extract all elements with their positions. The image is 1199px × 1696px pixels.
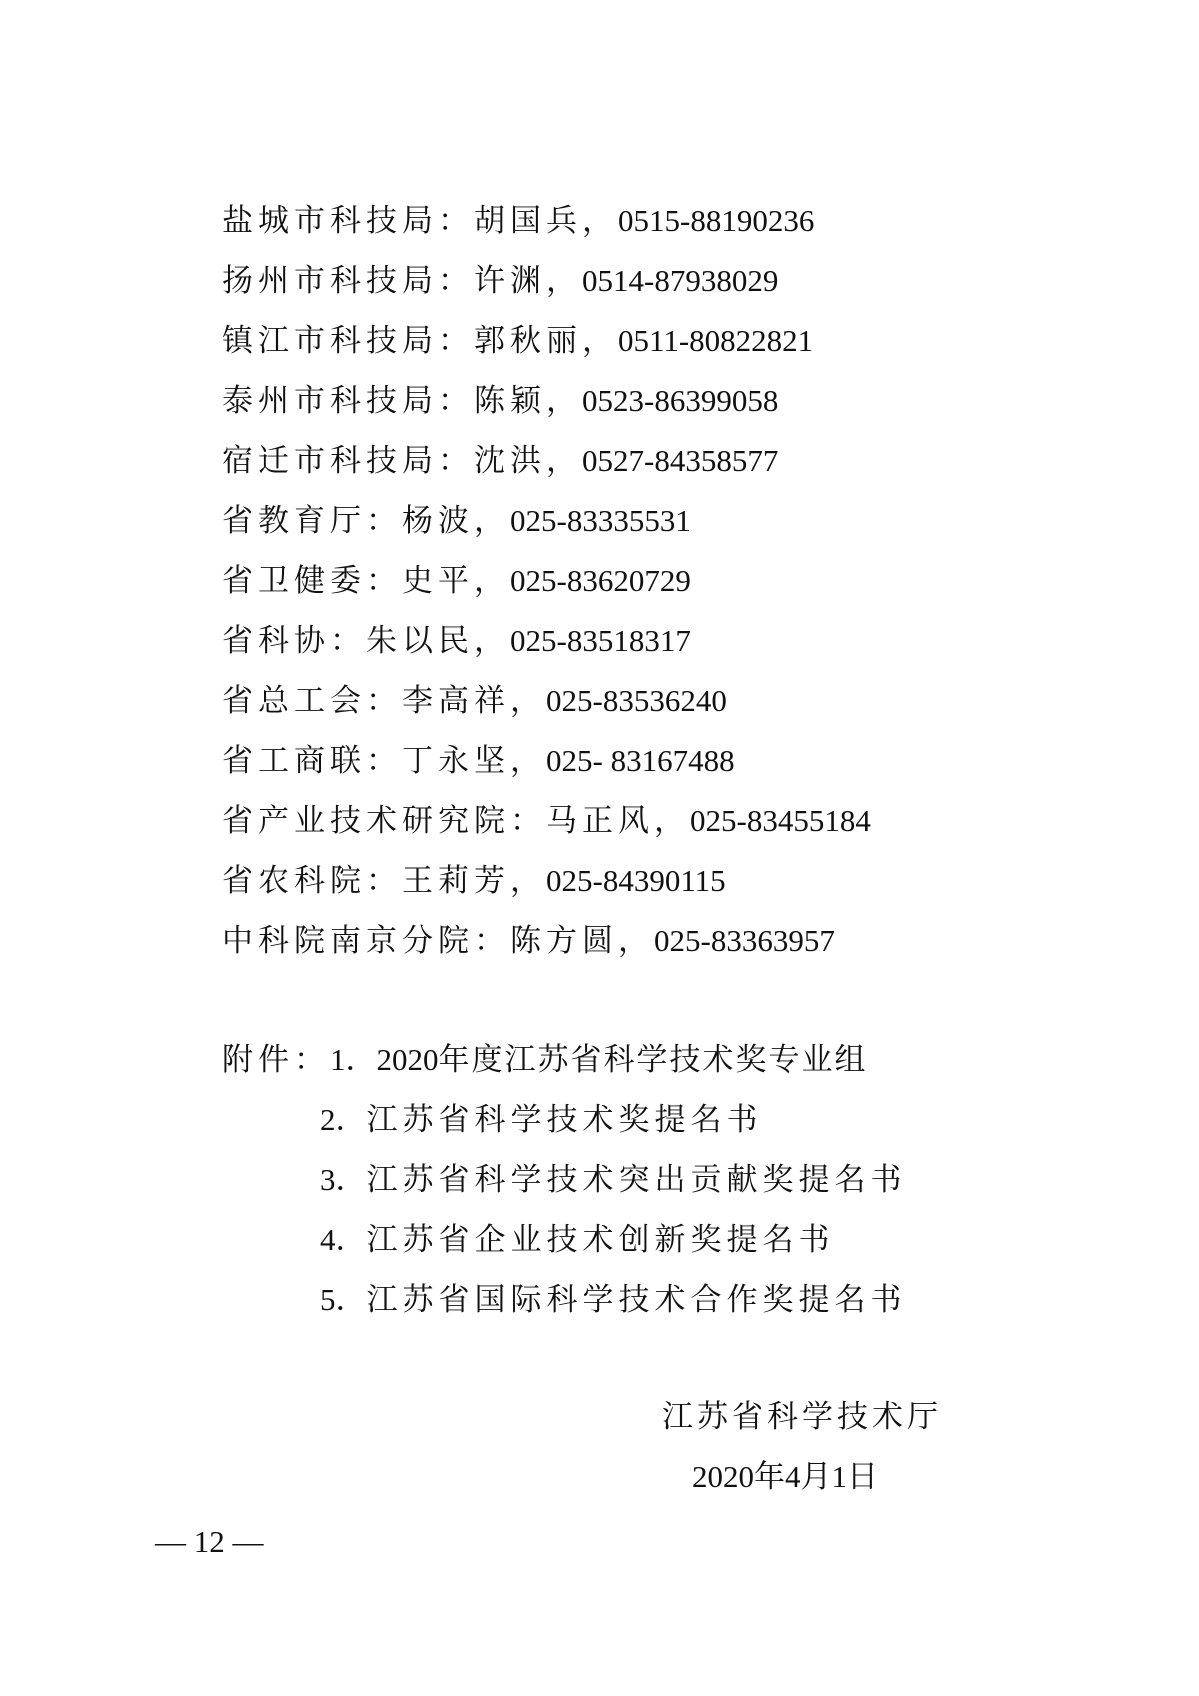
contact-line [222, 381, 778, 421]
contact-name: 史平， [402, 563, 510, 598]
contact-name: 胡国兵， [474, 203, 618, 238]
page-number: — 12 — [155, 1524, 264, 1559]
contact-name: 朱以民， [366, 623, 510, 658]
contact-org: 镇江市科技局： [222, 323, 474, 358]
contact-phone: 0515-88190236 [618, 203, 815, 238]
attachment-item [222, 1040, 868, 1080]
contact-line [222, 801, 871, 841]
contact-line [222, 921, 835, 961]
attachment-number: 1． [330, 1042, 377, 1077]
attachment-item [320, 1160, 907, 1200]
attachment-number: 5． [320, 1282, 367, 1317]
attachment-title: 江苏省企业技术创新奖提名书 [366, 1222, 835, 1257]
attachment-title: 江苏省国际科学技术合作奖提名书 [366, 1282, 907, 1317]
contact-org: 扬州市科技局： [222, 263, 474, 298]
contact-org: 泰州市科技局： [222, 383, 474, 418]
attachment-year: 2020 [376, 1042, 439, 1077]
attachment-item [320, 1220, 835, 1260]
contact-phone: 025-83335531 [510, 503, 691, 538]
contact-name: 许渊， [474, 263, 582, 298]
contact-org: 中科院南京分院： [222, 923, 510, 958]
contact-line [222, 261, 778, 301]
contact-org: 省工商联： [222, 743, 402, 778]
contact-line [222, 501, 691, 541]
contact-name: 陈颖， [474, 383, 582, 418]
contact-name: 沈洪， [474, 443, 582, 478]
contact-phone: 0523-86399058 [582, 383, 779, 418]
attachment-number: 4． [320, 1222, 367, 1257]
attachment-number: 3． [320, 1162, 367, 1197]
contact-org: 盐城市科技局： [222, 203, 474, 238]
contact-org: 省教育厅： [222, 503, 402, 538]
signature-date: 2020年4月1日 [692, 1459, 878, 1494]
contact-org: 省农科院： [222, 863, 402, 898]
contact-name: 王莉芳， [402, 863, 546, 898]
contact-org: 省卫健委： [222, 563, 402, 598]
attachment-item [320, 1100, 763, 1140]
contact-phone: 0514-87938029 [582, 263, 779, 298]
attachments-label: 附件： [222, 1042, 330, 1077]
contact-name: 陈方圆， [510, 923, 654, 958]
attachment-title: 江苏省科学技术突出贡献奖提名书 [366, 1162, 907, 1197]
contact-name: 李高祥， [402, 683, 546, 718]
contact-phone: 0527-84358577 [582, 443, 779, 478]
attachment-title: 年度江苏省科学技术奖专业组 [438, 1042, 868, 1077]
attachment-item [320, 1280, 907, 1320]
contact-line [222, 321, 813, 361]
contact-name: 杨波， [402, 503, 510, 538]
contact-line [222, 441, 778, 481]
contact-line [222, 681, 727, 721]
contact-phone: 025-83518317 [510, 623, 691, 658]
contact-line [222, 861, 726, 901]
contact-line [222, 621, 691, 661]
attachment-number: 2． [320, 1102, 367, 1137]
contact-phone: 025-84390115 [546, 863, 726, 898]
contact-phone: 025- 83167488 [546, 743, 735, 778]
contact-line [222, 741, 735, 781]
contact-phone: 025-83455184 [690, 803, 871, 838]
contact-org: 宿迁市科技局： [222, 443, 474, 478]
contact-name: 郭秋丽， [474, 323, 618, 358]
contact-org: 省总工会： [222, 683, 402, 718]
contact-phone: 025-83620729 [510, 563, 691, 598]
contact-phone: 0511-80822821 [618, 323, 814, 358]
contact-phone: 025-83536240 [546, 683, 727, 718]
contact-line [222, 201, 814, 241]
attachment-title: 江苏省科学技术奖提名书 [366, 1102, 763, 1137]
contact-name: 丁永坚， [402, 743, 546, 778]
contact-org: 省产业技术研究院： [222, 803, 546, 838]
contact-line [222, 561, 691, 601]
contact-name: 马正风， [546, 803, 690, 838]
signature-org: 江苏省科学技术厅 [662, 1399, 942, 1434]
contact-phone: 025-83363957 [654, 923, 835, 958]
contact-org: 省科协： [222, 623, 366, 658]
